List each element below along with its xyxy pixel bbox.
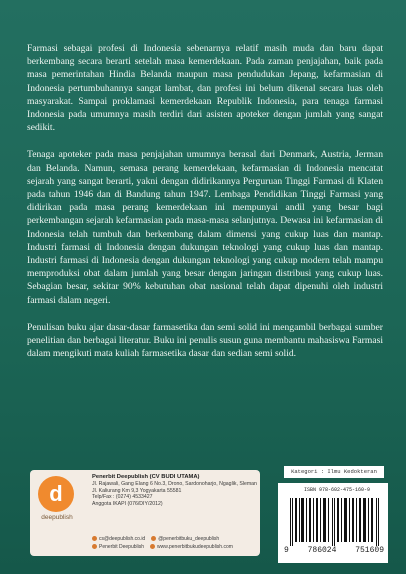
publisher-facebook[interactable]: Penerbit Deepublish (99, 543, 145, 550)
category-label: Kategori : Ilmu Kedokteran (284, 466, 384, 478)
publisher-instagram[interactable]: @penerbitbuku_deepublish (158, 536, 220, 542)
publisher-contacts (92, 536, 262, 551)
logo-letter: d (49, 481, 63, 506)
publisher-ikapi: Anggota IKAPI (076/DIY/2012) (92, 501, 163, 508)
barcode-group-2: 751609 (355, 546, 384, 555)
barcode-icon (290, 498, 380, 546)
publisher-info (92, 474, 262, 508)
isbn-text: ISBN 978-602-475-160-9 (303, 487, 370, 493)
publisher-address-1: Jl. Rajawali, Gang Elang 6 No.3, Drono, Sardonoharjo, Ngaglik, Sleman (92, 480, 257, 487)
publisher-email[interactable]: cs@deepublish.co.id (99, 536, 146, 542)
publisher-website[interactable]: www.penerbitbukudeepublish.com (157, 543, 233, 550)
barcode-number (284, 546, 384, 555)
email-icon (92, 536, 97, 541)
paragraph-1: Farmasi sebagai profesi di Indonesia sebenarnya relatif masih muda dan baru dapat berkembang secara berarti setelah masa kemerdekaan. Pada zaman penjajahan, baik pada masa pemerintahan Hindia Belanda maupun masa pendudukan Jepang, kefarmasian di Indonesia pertumbuhannya sangat lambat, dan profesi ini belum dikenal secara luas oleh masyarakat. Sampai proklamasi kemerdekaan Republik Indonesia, para tenaga farmasi Indonesia pada umumnya masih terdiri dari asisten apoteker dengan jumlah yang sangat sedikit. (27, 43, 383, 134)
logo-wordmark: deepublish (41, 514, 73, 521)
paragraph-3: Penulisan buku ajar dasar-dasar farmasetika dan semi solid ini mengambil berbagai sumber penelitian dan berbagai literatur. Buku ini penulis susun guna membantu mahasiswa Farmasi dalam mengikuti mata kuliah farmasetika dasar dan sedian semi solid. (27, 321, 383, 360)
facebook-icon (92, 544, 97, 549)
instagram-icon (151, 536, 156, 541)
barcode-group-1: 786024 (307, 546, 337, 555)
barcode-first-digit: 9 (284, 546, 289, 555)
paragraph-2: Tenaga apoteker pada masa penjajahan umumnya berasal dari Denmark, Austria, Jerman dan Belanda. Namun, semasa perang kemerdekaan, kefarmasian di Indonesia mencatat sejarah yang sangat berarti, yakni dengan didirikannya Perguruan Tinggi Farmasi di Klaten pada tahun 1946 dan di Bandung tahun 1947. Lembaga Pendidikan Tinggi Farmasi yang didirikan pada masa perang kemerdekaan ini mempunyai andil yang besar bagi perkembangan sejarah kefarmasian pada masa-masa selanjutnya. Dewasa ini kefarmasian di Indonesia telah tumbuh dan berkembang dalam dimensi yang cukup luas dan mantap. Industri farmasi di Indonesia dengan dukungan teknologi yang cukup luas dan mantap. Industri farmasi di Indonesia dengan dukungan teknologi yang cukup modern telah mampu memproduksi obat dalam jumlah yang besar dengan jaringan distribusi yang cukup luas. Sebagian besar, sekitar 90% kebutuhan obat nasional telah dapat dipenuhi oleh industri farmasi dalam negeri. (27, 149, 383, 306)
publisher-logo-icon (38, 476, 74, 512)
publisher-phone: Telp/Fax : (0274) 4533427 (92, 494, 153, 501)
globe-icon (150, 544, 155, 549)
blurb-text (27, 42, 383, 374)
publisher-address-2: Jl. Kaliurang Km 9,3 Yogyakarta 55581 (92, 487, 182, 494)
publisher-name: Penerbit Deepublish (CV BUDI UTAMA) (92, 474, 200, 480)
